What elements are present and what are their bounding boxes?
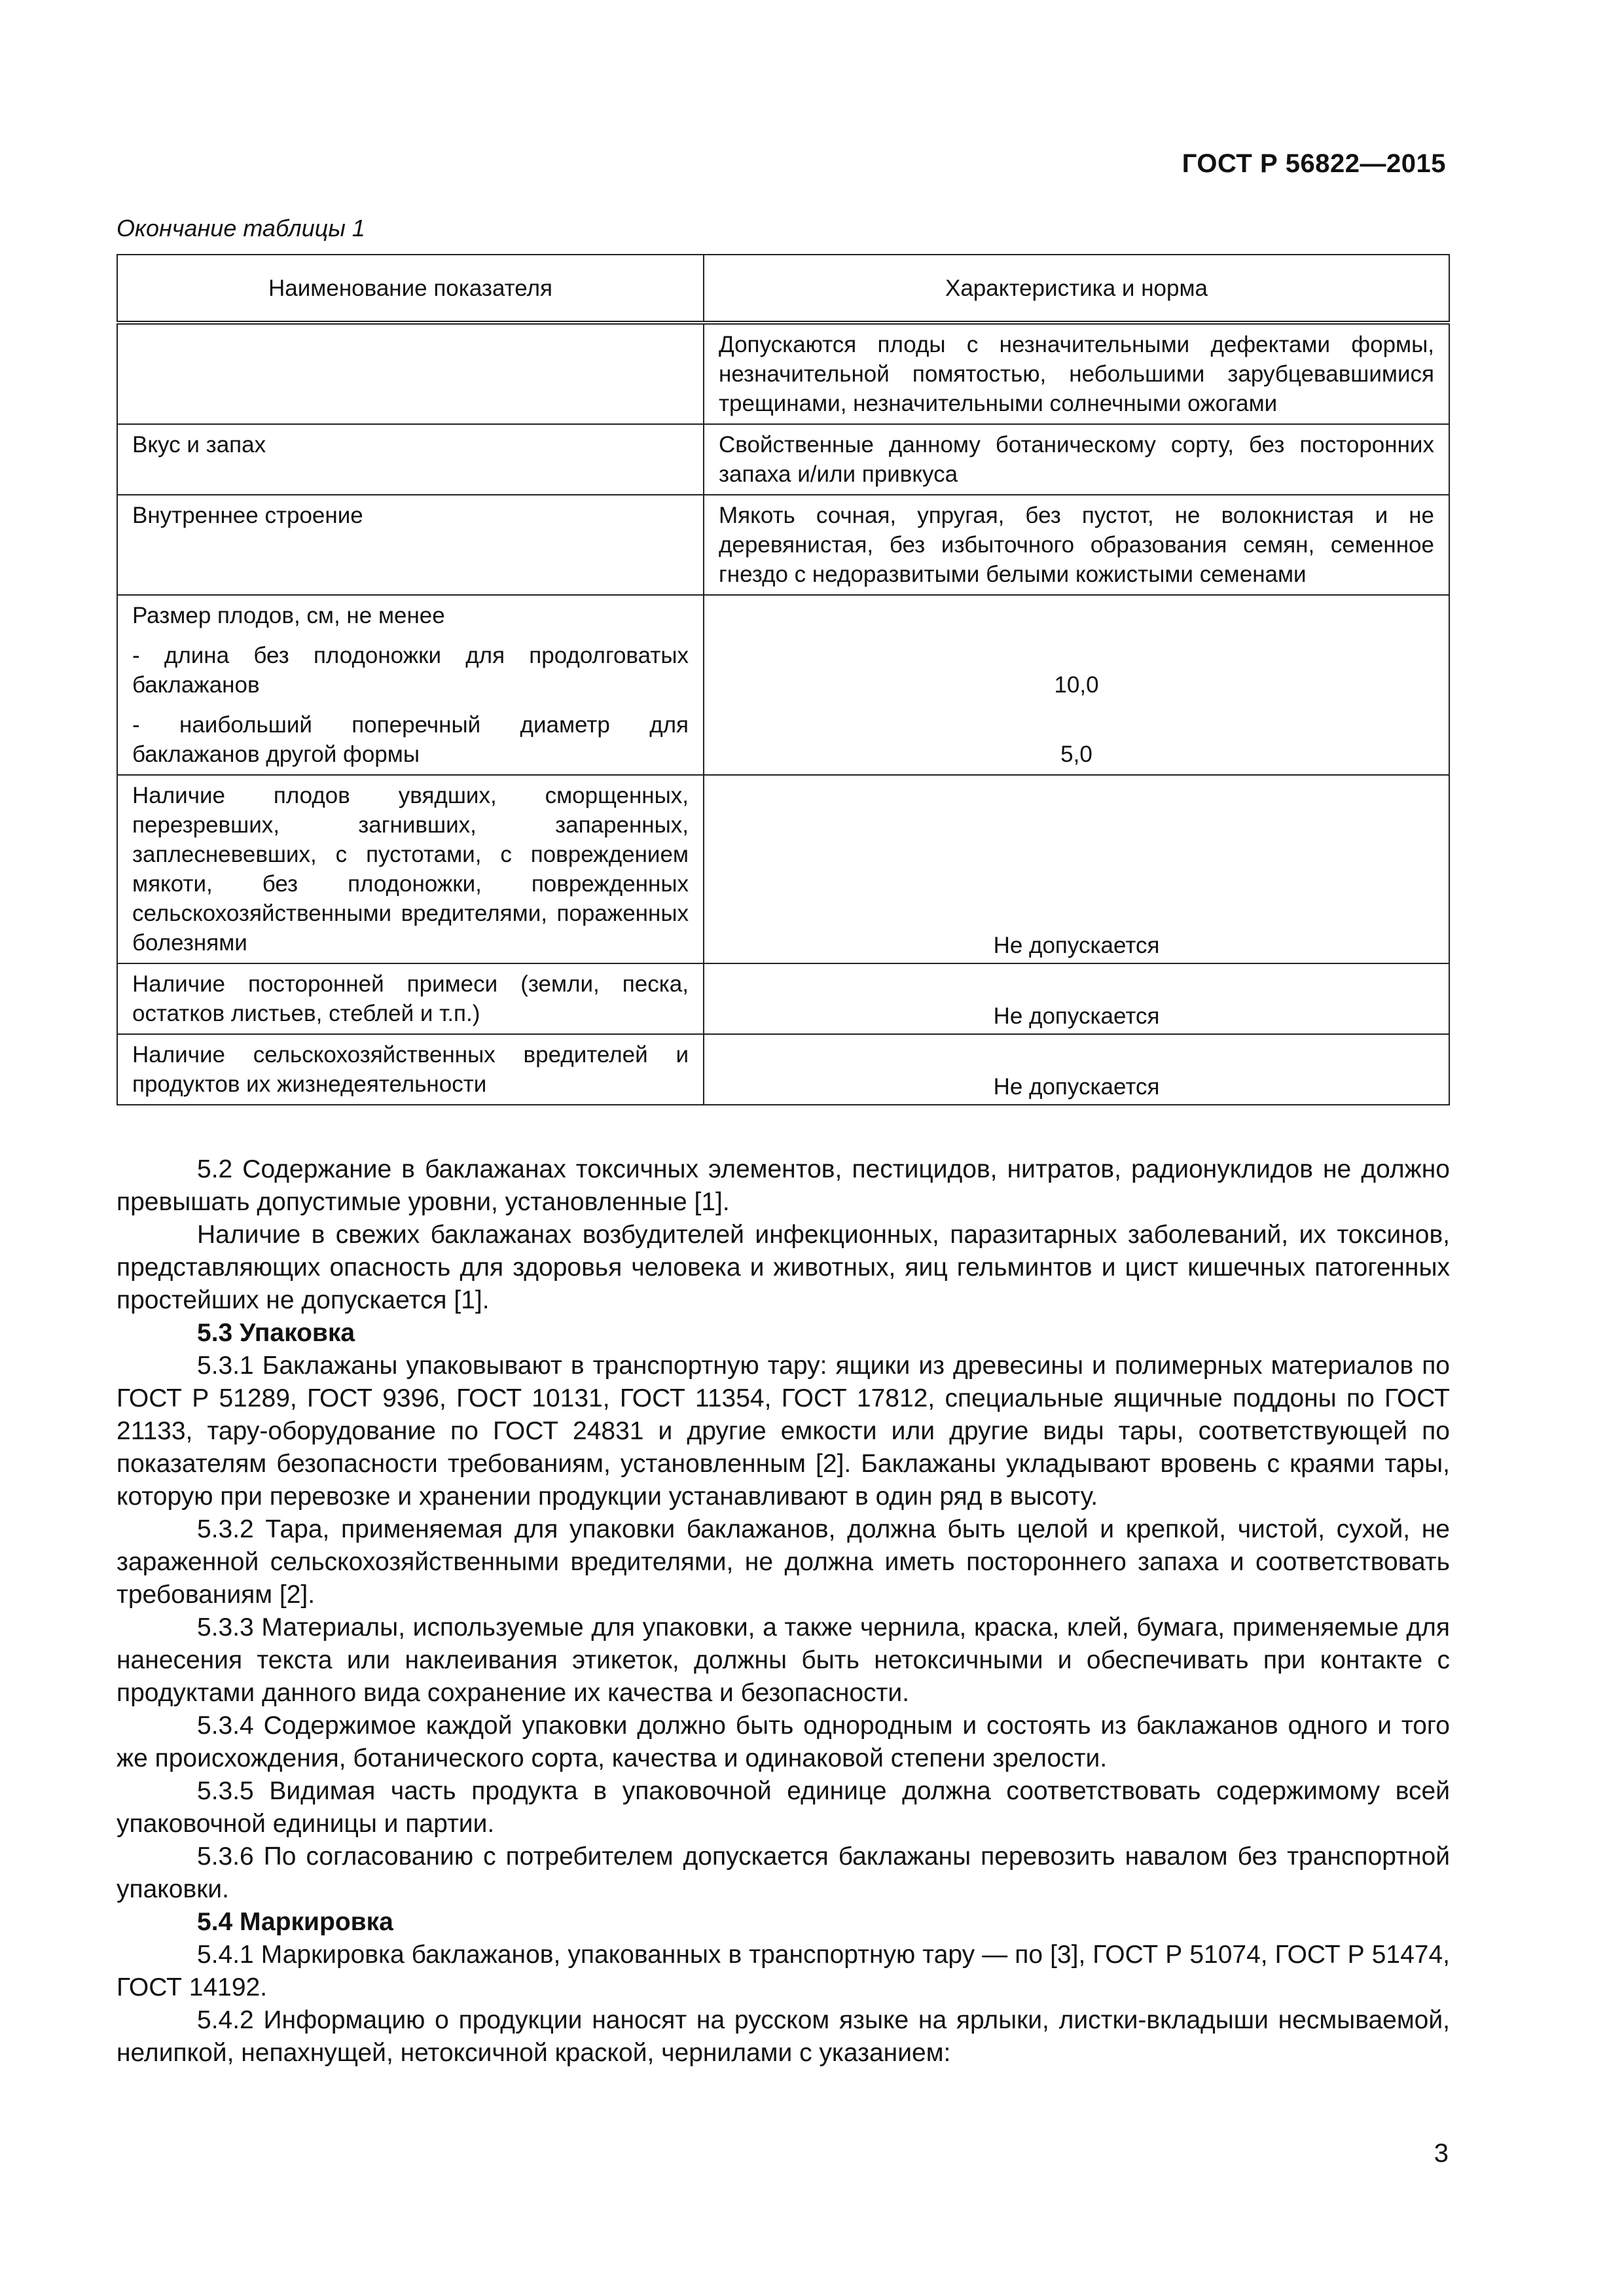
table-header-row	[117, 255, 1449, 323]
norm-cell: Мякоть сочная, упругая, без пустот, не волокнистая и не деревянистая, без избыточного образования семян, семенное гнездо с недоразвитыми белыми кожистыми семенами	[704, 495, 1449, 595]
indicator-cell: Вкус и запах	[117, 424, 704, 495]
table-row	[117, 775, 1449, 963]
indicator-cell	[117, 595, 704, 775]
column-header-indicator: Наименование показателя	[117, 255, 704, 323]
norm-cell	[704, 595, 1449, 775]
paragraph-5-3-5: 5.3.5 Видимая часть продукта в упаковочной единице должна соответствовать содержимому всей упаковочной единицы и партии.	[117, 1777, 1450, 1838]
size-heading: Размер плодов, см, не менее	[132, 603, 445, 628]
paragraph-5-3-3: 5.3.3 Материалы, используемые для упаковки, а также чернила, краска, клей, бумага, применяемые для нанесения текста или наклеивания этикеток, должны быть нетоксичными и обеспечивать при контакте с продуктами данного вида сохранение их качества и безопасности.	[117, 1613, 1450, 1707]
paragraph-5-3-4: 5.3.4 Содержимое каждой упаковки должно быть однородным и состоять из баклажанов одного и того же происхождения, ботанического сорта, качества и одинаковой степени зрелости.	[117, 1712, 1450, 1772]
indicator-cell: Внутреннее строение	[117, 495, 704, 595]
norm-cell: Допускаются плоды с незначительными дефектами формы, незначительной помятостью, небольшими зарубцевавшимися трещинами, незначительными солнечными ожогами	[704, 323, 1449, 424]
table-caption: Окончание таблицы 1	[117, 215, 365, 242]
table-row	[117, 323, 1449, 424]
document-code-header: ГОСТ Р 56822—2015	[1182, 149, 1446, 178]
size-value-diameter: 5,0	[1060, 742, 1092, 767]
norm-cell: Не допускается	[704, 775, 1449, 963]
table-row	[117, 1034, 1449, 1105]
paragraph-5-3-1: 5.3.1 Баклажаны упаковывают в транспортную тару: ящики из древесины и полимерных материалов по ГОСТ Р 51289, ГОСТ 9396, ГОСТ 10131, ГОСТ 11354, ГОСТ 17812, специальные ящичные поддоны по ГОСТ 21133, тару-оборудование по ГОСТ 24831 и другие емкости или другие виды тары, соответствующей по показателям безопасности требованиям, установленным [2]. Баклажаны укладывают вровень с краями тары, которую при перевозке и хранении продукции устанавливают в один ряд в высоту.	[117, 1352, 1450, 1511]
body-text	[117, 1153, 1450, 2070]
table-row	[117, 495, 1449, 595]
indicator-cell	[117, 323, 704, 424]
page-number: 3	[1434, 2139, 1449, 2168]
table-row	[117, 963, 1449, 1034]
size-value-length: 10,0	[1054, 672, 1099, 698]
paragraph-5-3-2: 5.3.2 Тара, применяемая для упаковки баклажанов, должна быть целой и крепкой, чистой, сухой, не зараженной сельскохозяйственными вредителями, не должна иметь постороннего запаха и соответствовать требованиям [2].	[117, 1515, 1450, 1609]
paragraph-5-3-6: 5.3.6 По согласованию с потребителем допускается баклажаны перевозить навалом без транспортной упаковки.	[117, 1842, 1450, 1903]
size-sub-diameter: - наибольший поперечный диаметр для баклажанов другой формы	[132, 712, 689, 767]
size-sub-length: - длина без плодоножки для продолговатых баклажанов	[132, 643, 689, 698]
paragraph-5-2: 5.2 Содержание в баклажанах токсичных элементов, пестицидов, нитратов, радионуклидов не должно превышать допустимые уровни, установленные [1].	[117, 1155, 1450, 1216]
specification-table	[117, 254, 1450, 1105]
indicator-cell: Наличие посторонней примеси (земли, песка, остатков листьев, стеблей и т.п.)	[117, 963, 704, 1034]
norm-cell: Свойственные данному ботаническому сорту, без посторонних запаха и/или привкуса	[704, 424, 1449, 495]
norm-cell: Не допускается	[704, 963, 1449, 1034]
section-heading-packaging: 5.3 Упаковка	[197, 1319, 355, 1347]
paragraph-5-4-1: 5.4.1 Маркировка баклажанов, упакованных в транспортную тару — по [3], ГОСТ Р 51074, ГОСТ Р 51474, ГОСТ 14192.	[117, 1941, 1450, 2001]
table-row	[117, 424, 1449, 495]
norm-cell: Не допускается	[704, 1034, 1449, 1105]
table-row	[117, 595, 1449, 775]
paragraph-5-4-2: 5.4.2 Информацию о продукции наносят на русском языке на ярлыки, листки-вкладыши несмываемой, нелипкой, непахнущей, нетоксичной краской, чернилами с указанием:	[117, 2006, 1450, 2067]
section-heading-marking: 5.4 Маркировка	[197, 1908, 393, 1936]
paragraph-5-2-continued: Наличие в свежих баклажанах возбудителей инфекционных, паразитарных заболеваний, их токсинов, представляющих опасность для здоровья человека и животных, яиц гельминтов и цист кишечных патогенных простейших не допускается [1].	[117, 1221, 1450, 1314]
indicator-cell: Наличие сельскохозяйственных вредителей и продуктов их жизнедеятельности	[117, 1034, 704, 1105]
indicator-cell: Наличие плодов увядших, сморщенных, перезревших, загнивших, запаренных, заплесневевших, с пустотами, с повреждением мякоти, без плодоножки, поврежденных сельскохозяйственными вредителями, пораженных болезнями	[117, 775, 704, 963]
column-header-norm: Характеристика и норма	[704, 255, 1449, 323]
